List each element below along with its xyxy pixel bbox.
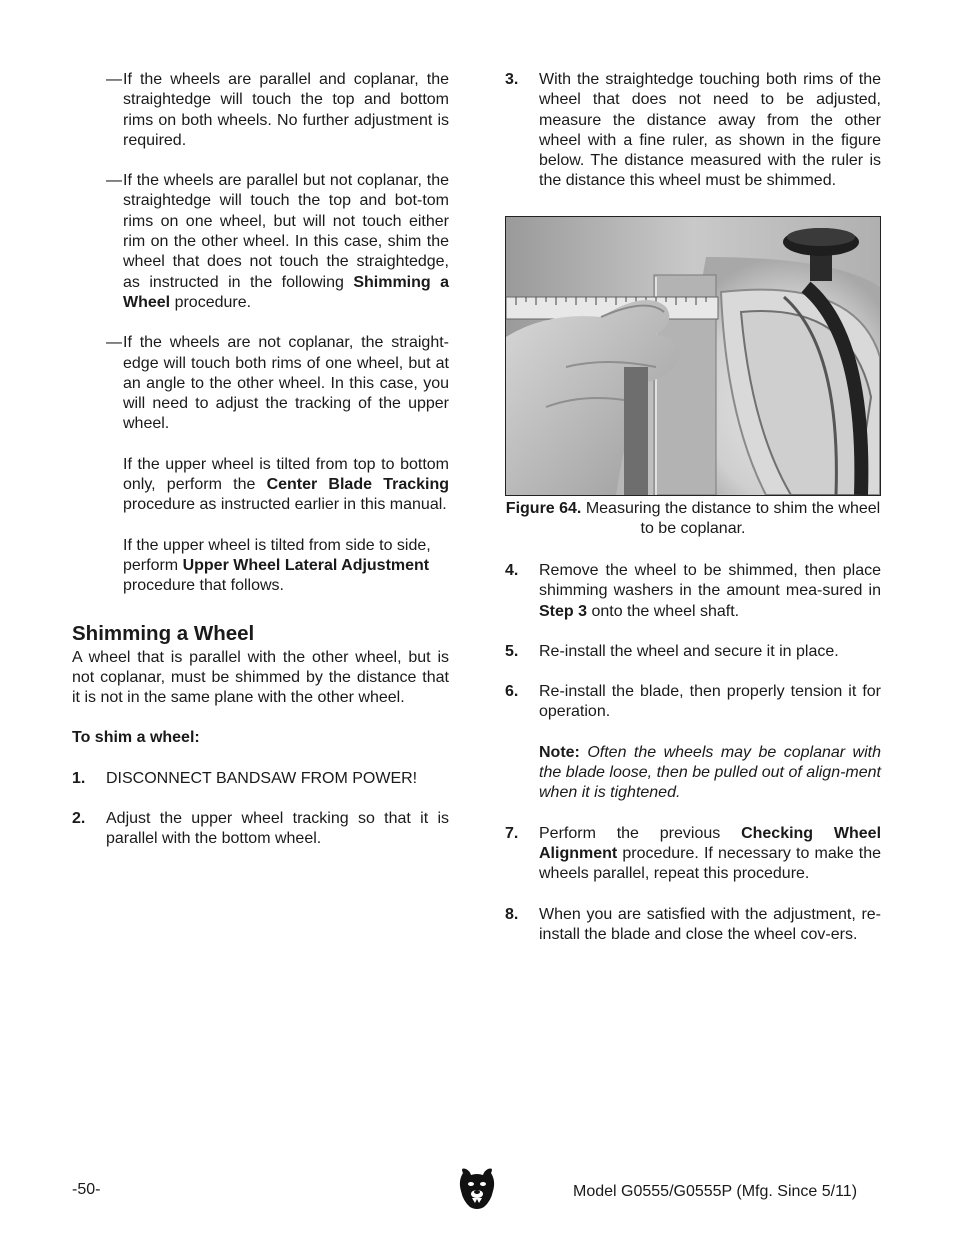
indent-text-post: procedure as instructed earlier in this manual. [123, 496, 447, 514]
dash-text-post: procedure. [170, 293, 252, 311]
subheading-text: To shim a wheel: [72, 729, 200, 747]
step-text-bold: Checking Wheel Alignment [539, 824, 882, 862]
dash-text: If the wheels are not coplanar, the straight-edge will touch both rims of one wheel, but at an angle to the other wheel. In this case, you will need to adjust the tracking of the upper wheel. [123, 334, 449, 433]
caption-text: Measuring the distance to shim the wheel to be coplanar. [581, 500, 881, 538]
step-text-post: procedure. If necessary to make the wheels parallel, repeat this procedure. [539, 844, 881, 883]
step-2 [72, 809, 449, 850]
step-text-pre: Remove the wheel to be shimmed, then place shimming washers in the amount mea-sured in [539, 562, 881, 600]
step-text: When you are satisfied with the adjustment, re-install the blade and close the wheel cov-ers. [539, 905, 881, 943]
bear-head-logo-icon [458, 1167, 496, 1211]
indent-paragraph-top-bottom [72, 455, 449, 516]
dash-item-parallel-not-coplanar [72, 171, 449, 313]
step-5 [505, 642, 881, 662]
step-text-post: onto the wheel shaft. [587, 602, 740, 620]
step-text: With the straightedge touching both rims of the wheel that does not need to be adjusted, measure the distance away from the other wheel with a fine ruler, as shown in the figure below. The distance measured with the ruler is the distance this wheel must be shimmed. [539, 71, 881, 190]
step-number: 3. [505, 71, 519, 88]
dash-mark: — [106, 334, 122, 352]
figure-64-caption [505, 499, 881, 540]
step-number: 7. [505, 824, 519, 842]
indent-paragraph-side-side [72, 536, 449, 597]
step-text: DISCONNECT BANDSAW FROM POWER! [106, 769, 418, 787]
model-info: Model G0555/G0555P (Mfg. Since 5/11) [573, 1183, 858, 1200]
indent-text-pre: If the upper wheel is tilted from top to bottom only, perform the [123, 455, 449, 494]
dash-text-bold: Shimming a Wheel [123, 273, 449, 311]
figure-illustration [506, 217, 880, 495]
note-text: Often the wheels may be coplanar with the blade loose, then be pulled out of align-ment when it is tightened. [539, 743, 881, 802]
section-heading: Shimming a Wheel [72, 621, 255, 645]
step-number: 2. [72, 810, 86, 828]
step-4 [505, 561, 881, 622]
step-1 [72, 769, 449, 789]
step-6 [505, 682, 881, 723]
step-text: Re-install the wheel and secure it in place. [539, 642, 839, 660]
note [505, 743, 881, 804]
dash-text: If the wheels are parallel and coplanar, the straightedge will touch the top and bottom rims on both wheels. No further adjustment is required. [123, 71, 449, 149]
dash-text-pre: If the wheels are parallel but not coplanar, the straightedge will touch the top and bot-tom rims on one wheel, but will not touch either rim on the other wheel. In this case, shim the wheel that does not touch the straightedge, as instructed in the following [123, 172, 449, 291]
step-text: Adjust the upper wheel tracking so that it is parallel with the bottom wheel. [106, 810, 449, 848]
step-7 [505, 824, 881, 885]
indent-text-post: procedure that follows. [123, 577, 284, 595]
step-number: 8. [505, 905, 519, 923]
subheading [72, 728, 449, 748]
dash-item-not-coplanar [72, 333, 449, 434]
right-column-top [505, 70, 881, 192]
step-number: 1. [72, 769, 86, 787]
dash-item-parallel-coplanar [72, 70, 449, 151]
indent-text-pre: If the upper wheel is tilted from side to side, perform [123, 536, 431, 574]
section-intro: A wheel that is parallel with the other wheel, but is not coplanar, must be shimmed by the distance that it is not in the same plane with the other wheel. [72, 648, 449, 707]
page-number: -50- [72, 1181, 101, 1198]
step-number: 5. [505, 642, 519, 660]
figure-64-photo [505, 216, 881, 496]
step-3 [505, 70, 881, 192]
step-text-bold: Step 3 [539, 602, 588, 620]
dash-mark: — [106, 172, 122, 190]
right-column-bottom [505, 561, 881, 945]
dash-mark: — [106, 71, 122, 88]
step-number: 6. [505, 683, 519, 701]
left-column [72, 70, 449, 850]
indent-text-bold: Upper Wheel Lateral Adjustment [182, 556, 430, 574]
caption-label: Figure 64. [505, 500, 582, 517]
step-8 [505, 905, 881, 946]
step-text-pre: Perform the previous [539, 824, 742, 842]
step-text: Re-install the blade, then properly tension it for operation. [539, 683, 881, 721]
note-label: Note: [539, 743, 580, 761]
indent-text-bold: Center Blade Tracking [266, 476, 450, 494]
step-number: 4. [505, 562, 519, 579]
